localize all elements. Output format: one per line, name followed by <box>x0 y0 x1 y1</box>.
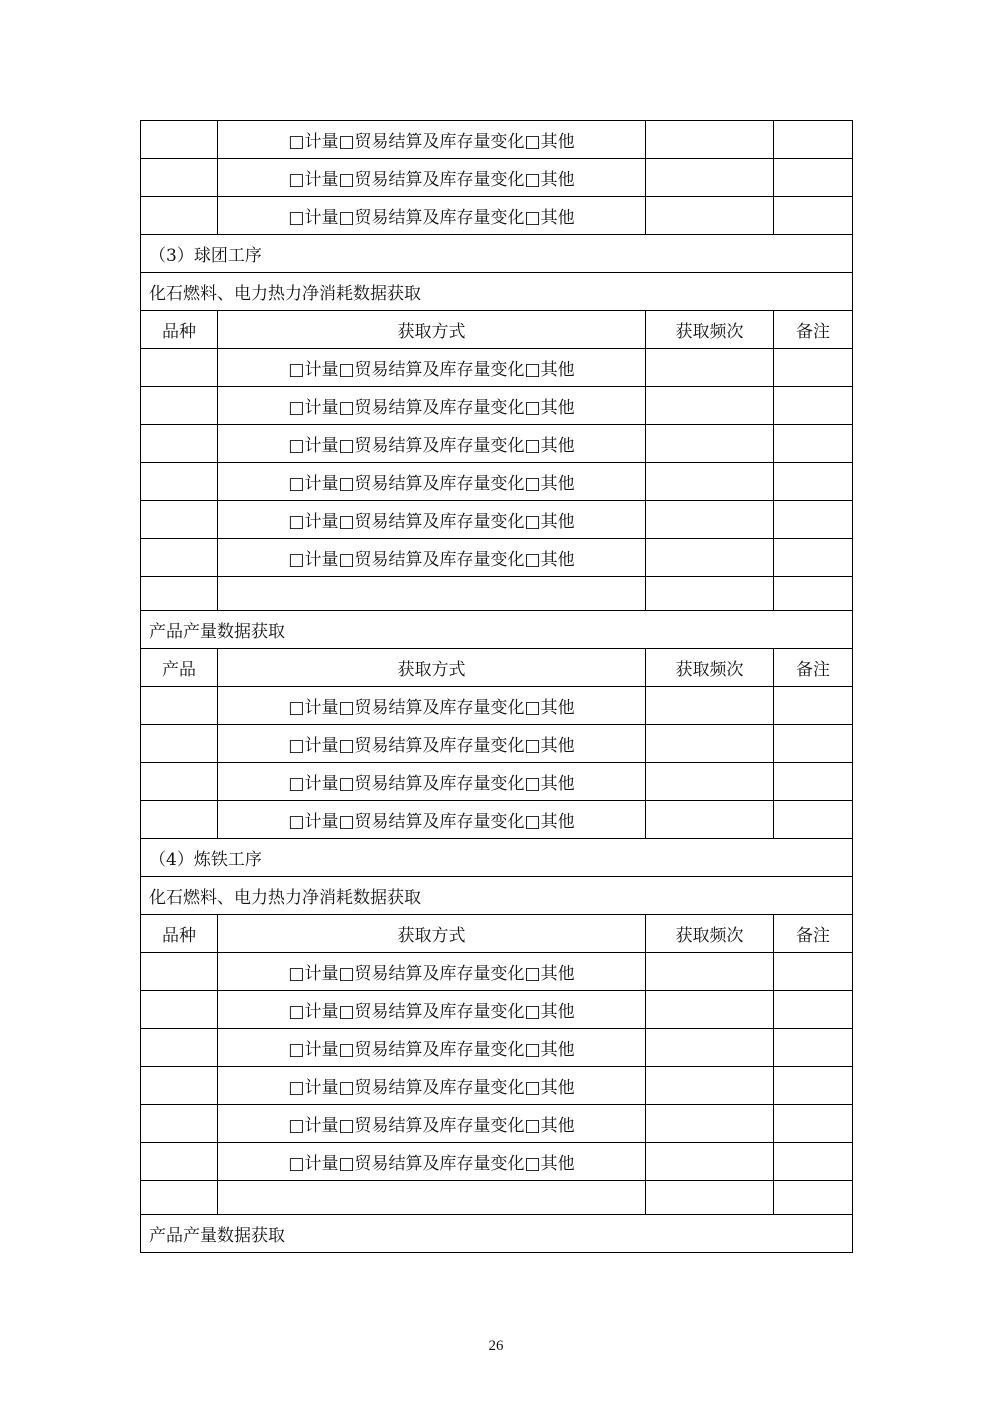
frequency-cell[interactable] <box>646 349 774 387</box>
item-cell[interactable] <box>141 121 218 159</box>
frequency-cell[interactable] <box>646 197 774 235</box>
frequency-cell[interactable] <box>646 387 774 425</box>
table-row <box>141 839 853 877</box>
method-cell[interactable] <box>218 577 646 611</box>
method-options-cell[interactable]: □计量□贸易结算及库存量变化□其他 <box>218 463 646 501</box>
item-cell[interactable] <box>141 159 218 197</box>
remarks-cell[interactable] <box>774 425 853 463</box>
table-row <box>141 387 853 425</box>
section-heading: （3）球团工序 <box>141 235 853 273</box>
item-cell[interactable] <box>141 1067 218 1105</box>
table-row <box>141 463 853 501</box>
item-cell[interactable] <box>141 1029 218 1067</box>
item-cell[interactable] <box>141 991 218 1029</box>
item-cell[interactable] <box>141 1105 218 1143</box>
remarks-cell[interactable] <box>774 991 853 1029</box>
frequency-cell[interactable] <box>646 725 774 763</box>
item-cell[interactable] <box>141 197 218 235</box>
method-cell[interactable] <box>218 1181 646 1215</box>
item-cell[interactable] <box>141 1143 218 1181</box>
column-header-item: 品种 <box>141 915 218 953</box>
table-row <box>141 953 853 991</box>
table-row <box>141 159 853 197</box>
frequency-cell[interactable] <box>646 577 774 611</box>
method-options-cell[interactable]: □计量□贸易结算及库存量变化□其他 <box>218 725 646 763</box>
remarks-cell[interactable] <box>774 1181 853 1215</box>
frequency-cell[interactable] <box>646 425 774 463</box>
frequency-cell[interactable] <box>646 1143 774 1181</box>
frequency-cell[interactable] <box>646 1029 774 1067</box>
column-header-frequency: 获取频次 <box>646 915 774 953</box>
method-options-cell[interactable]: □计量□贸易结算及库存量变化□其他 <box>218 1067 646 1105</box>
column-header-remarks: 备注 <box>774 311 853 349</box>
table-row <box>141 1105 853 1143</box>
table-row <box>141 311 853 349</box>
frequency-cell[interactable] <box>646 687 774 725</box>
remarks-cell[interactable] <box>774 953 853 991</box>
remarks-cell[interactable] <box>774 197 853 235</box>
table-row <box>141 235 853 273</box>
frequency-cell[interactable] <box>646 539 774 577</box>
data-acquisition-table <box>140 120 853 1253</box>
item-cell[interactable] <box>141 801 218 839</box>
frequency-cell[interactable] <box>646 1181 774 1215</box>
table-row <box>141 877 853 915</box>
remarks-cell[interactable] <box>774 539 853 577</box>
remarks-cell[interactable] <box>774 159 853 197</box>
method-options-cell[interactable]: □计量□贸易结算及库存量变化□其他 <box>218 387 646 425</box>
method-options-cell[interactable]: □计量□贸易结算及库存量变化□其他 <box>218 801 646 839</box>
table-row <box>141 1181 853 1215</box>
table-row <box>141 1215 853 1253</box>
method-options-cell[interactable]: □计量□贸易结算及库存量变化□其他 <box>218 539 646 577</box>
column-header-remarks: 备注 <box>774 649 853 687</box>
item-cell[interactable] <box>141 763 218 801</box>
section-heading: （4）炼铁工序 <box>141 839 853 877</box>
section-heading: 化石燃料、电力热力净消耗数据获取 <box>141 877 853 915</box>
remarks-cell[interactable] <box>774 501 853 539</box>
table-row <box>141 197 853 235</box>
remarks-cell[interactable] <box>774 577 853 611</box>
section-heading: 产品产量数据获取 <box>141 1215 853 1253</box>
method-options-cell[interactable]: □计量□贸易结算及库存量变化□其他 <box>218 425 646 463</box>
column-header-method: 获取方式 <box>218 915 646 953</box>
item-cell[interactable] <box>141 725 218 763</box>
table-row <box>141 1029 853 1067</box>
method-options-cell[interactable]: □计量□贸易结算及库存量变化□其他 <box>218 953 646 991</box>
remarks-cell[interactable] <box>774 1105 853 1143</box>
method-options-cell[interactable]: □计量□贸易结算及库存量变化□其他 <box>218 991 646 1029</box>
frequency-cell[interactable] <box>646 801 774 839</box>
method-options-cell[interactable]: □计量□贸易结算及库存量变化□其他 <box>218 763 646 801</box>
item-cell[interactable] <box>141 1181 218 1215</box>
column-header-method: 获取方式 <box>218 311 646 349</box>
item-cell[interactable] <box>141 463 218 501</box>
table-row <box>141 801 853 839</box>
remarks-cell[interactable] <box>774 725 853 763</box>
method-options-cell[interactable]: □计量□贸易结算及库存量变化□其他 <box>218 1029 646 1067</box>
item-cell[interactable] <box>141 349 218 387</box>
table-row <box>141 121 853 159</box>
frequency-cell[interactable] <box>646 991 774 1029</box>
item-cell[interactable] <box>141 387 218 425</box>
method-options-cell[interactable]: □计量□贸易结算及库存量变化□其他 <box>218 1105 646 1143</box>
remarks-cell[interactable] <box>774 1143 853 1181</box>
remarks-cell[interactable] <box>774 1029 853 1067</box>
table-body <box>141 121 853 1253</box>
table-row <box>141 991 853 1029</box>
frequency-cell[interactable] <box>646 121 774 159</box>
frequency-cell[interactable] <box>646 463 774 501</box>
frequency-cell[interactable] <box>646 159 774 197</box>
remarks-cell[interactable] <box>774 463 853 501</box>
table-row <box>141 915 853 953</box>
table-row <box>141 425 853 463</box>
table-row <box>141 1067 853 1105</box>
remarks-cell[interactable] <box>774 349 853 387</box>
table-row <box>141 725 853 763</box>
column-header-item: 品种 <box>141 311 218 349</box>
item-cell[interactable] <box>141 501 218 539</box>
table-row <box>141 763 853 801</box>
table-row <box>141 577 853 611</box>
remarks-cell[interactable] <box>774 801 853 839</box>
frequency-cell[interactable] <box>646 501 774 539</box>
page-number: 26 <box>488 1338 504 1354</box>
item-cell[interactable] <box>141 425 218 463</box>
method-options-cell[interactable]: □计量□贸易结算及库存量变化□其他 <box>218 197 646 235</box>
table-row <box>141 649 853 687</box>
column-header-item: 产品 <box>141 649 218 687</box>
section-heading: 化石燃料、电力热力净消耗数据获取 <box>141 273 853 311</box>
remarks-cell[interactable] <box>774 687 853 725</box>
table-row <box>141 539 853 577</box>
method-options-cell[interactable]: □计量□贸易结算及库存量变化□其他 <box>218 349 646 387</box>
remarks-cell[interactable] <box>774 763 853 801</box>
table-row <box>141 349 853 387</box>
column-header-method: 获取方式 <box>218 649 646 687</box>
item-cell[interactable] <box>141 539 218 577</box>
frequency-cell[interactable] <box>646 763 774 801</box>
item-cell[interactable] <box>141 687 218 725</box>
item-cell[interactable] <box>141 953 218 991</box>
table-row <box>141 501 853 539</box>
method-options-cell[interactable]: □计量□贸易结算及库存量变化□其他 <box>218 159 646 197</box>
method-options-cell[interactable]: □计量□贸易结算及库存量变化□其他 <box>218 1143 646 1181</box>
remarks-cell[interactable] <box>774 387 853 425</box>
table-row <box>141 273 853 311</box>
table-row <box>141 611 853 649</box>
column-header-remarks: 备注 <box>774 915 853 953</box>
column-header-frequency: 获取频次 <box>646 649 774 687</box>
table-row <box>141 1143 853 1181</box>
remarks-cell[interactable] <box>774 121 853 159</box>
frequency-cell[interactable] <box>646 953 774 991</box>
section-heading: 产品产量数据获取 <box>141 611 853 649</box>
frequency-cell[interactable] <box>646 1067 774 1105</box>
method-options-cell[interactable]: □计量□贸易结算及库存量变化□其他 <box>218 501 646 539</box>
column-header-frequency: 获取频次 <box>646 311 774 349</box>
method-options-cell[interactable]: □计量□贸易结算及库存量变化□其他 <box>218 687 646 725</box>
item-cell[interactable] <box>141 577 218 611</box>
frequency-cell[interactable] <box>646 1105 774 1143</box>
method-options-cell[interactable]: □计量□贸易结算及库存量变化□其他 <box>218 121 646 159</box>
remarks-cell[interactable] <box>774 1067 853 1105</box>
table-row <box>141 687 853 725</box>
